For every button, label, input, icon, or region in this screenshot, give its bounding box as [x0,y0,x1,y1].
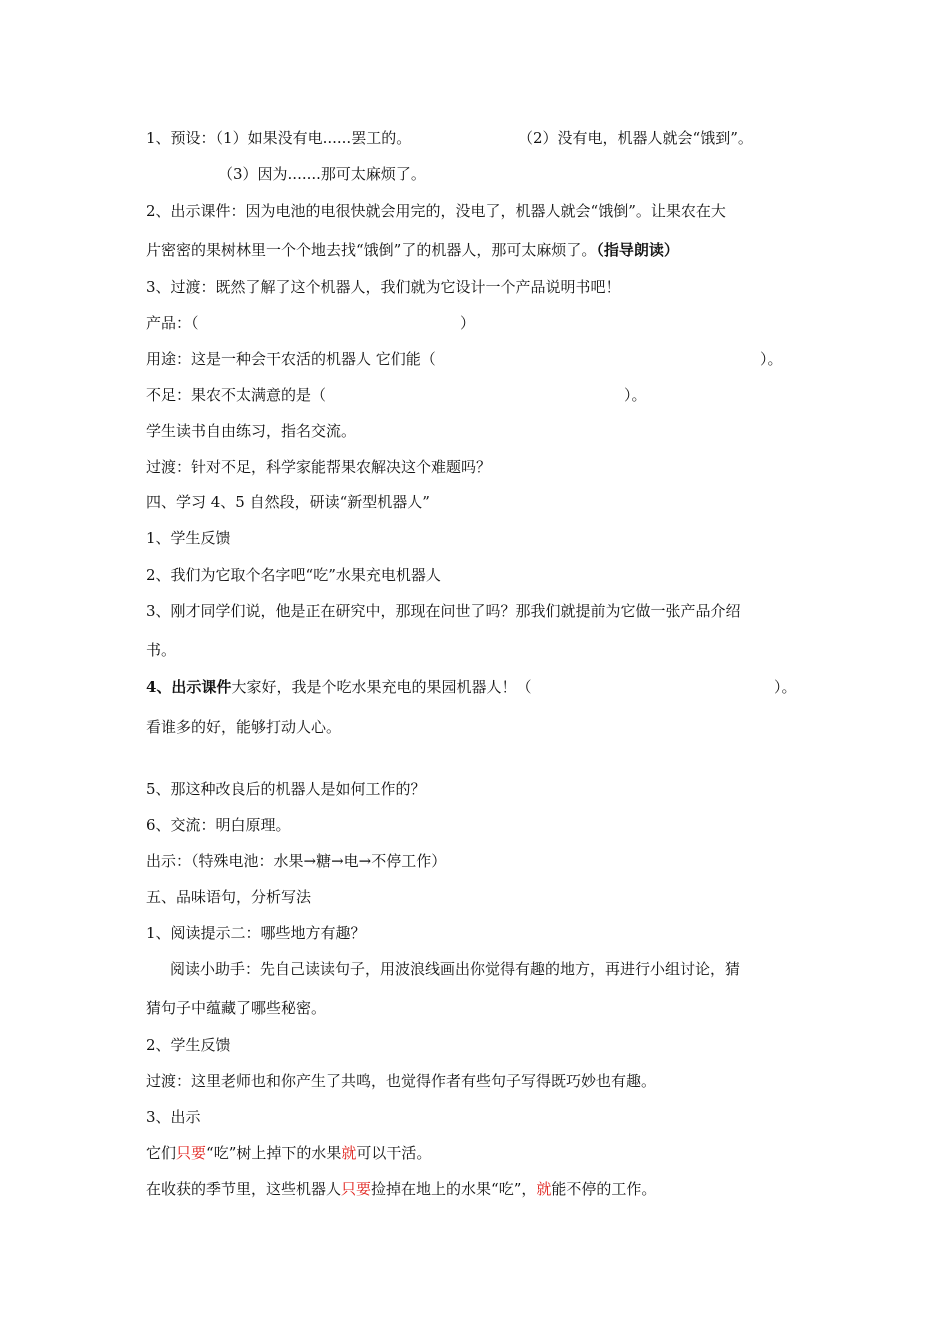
feedback-line-2: 2、学生反馈 [146,1036,231,1054]
usage-label: 用途：这是一种会干农活的机器人 它们能（ [146,350,436,368]
show-line: 3、出示 [146,1108,201,1126]
question-line: 5、那这种改良后的机器人是如何工作的？ [146,780,426,798]
naming-line: 2、我们为它取个名字吧“吃”水果充电机器人 [146,566,441,584]
section-four-heading: 四、学习 4、5 自然段，研读“新型机器人” [146,493,430,511]
preset-line [146,128,411,148]
keyword-then: 就 [341,1144,357,1162]
intro-line: 3、刚才同学们说，他是正在研究中，那现在问世了吗？那我们就提前为它做一张产品介绍 [146,602,741,620]
practice-line: 学生读书自由练习，指名交流。 [146,422,357,440]
preset-part-1: 1、预设：（1）如果没有电......罢工的。 [146,129,412,147]
sentence-1-part-a: 它们 [146,1144,177,1162]
courseware-line: 2、出示课件：因为电池的电很快就会用完的，没电了，机器人就会“饿倒”。让果农在大 [146,202,726,220]
shortcoming-label: 不足：果农不太满意的是（ [146,386,327,404]
transition-line-3: 过渡：这里老师也和你产生了共鸣，也觉得作者有些句子写得既巧妙也有趣。 [146,1072,657,1090]
transition-line: 3、过渡：既然了解了这个机器人，我们就为它设计一个产品说明书吧！ [146,278,621,296]
courseware-text: 片密密的果树林里一个个地去找“饿倒”了的机器人，那可太麻烦了。 [146,241,597,259]
preset-line-part-2 [518,128,753,148]
persuade-line: 看谁多的好，能够打动人心。 [146,718,342,736]
courseware-label: 4、出示课件 [146,678,232,696]
product-line [146,313,199,333]
product-label: 产品：（ [146,314,199,332]
section-five-heading: 五、品味语句，分析写法 [146,888,312,906]
keyword-only-if: 只要 [176,1144,207,1162]
shortcoming-line [146,385,326,405]
reading-helper-cont: 猜句子中蕴藏了哪些秘密。 [146,999,327,1017]
guide-reading-note: （指导朗读） [596,241,679,259]
feedback-line: 1、学生反馈 [146,529,231,547]
preset-line-3: （3）因为.......那可太麻烦了。 [218,165,426,183]
greeting-blank-end: ）。 [774,678,797,696]
sentence-2-part-e: 能不停的工作。 [551,1180,657,1198]
sentence-1-part-c: “吃”树上掉下的水果 [206,1144,342,1162]
reading-prompt-line: 1、阅读提示二：哪些地方有趣？ [146,924,366,942]
intro-line-cont: 书。 [146,641,177,659]
show-principle-line: 出示：（特殊电池：水果→糖→电→不停工作） [146,852,447,870]
reading-helper-line: 阅读小助手：先自己读读句子，用波浪线画出你觉得有趣的地方，再进行小组讨论，猜 [170,960,741,978]
example-sentence-1 [146,1143,431,1163]
shortcoming-blank-end: ）。 [624,386,647,404]
product-blank-end: ） [460,314,476,332]
principle-line: 6、交流：明白原理。 [146,816,291,834]
keyword-only-if-2: 只要 [341,1180,372,1198]
robot-greeting: 大家好，我是个吃水果充电的果园机器人！（ [231,678,532,696]
sentence-2-part-c: 捡掉在地上的水果“吃”， [371,1180,537,1198]
sentence-2-part-a: 在收获的季节里，这些机器人 [146,1180,342,1198]
example-sentence-2 [146,1179,656,1199]
keyword-then-2: 就 [536,1180,552,1198]
transition-line-2: 过渡：针对不足，科学家能帮果农解决这个难题吗？ [146,458,492,476]
preset-part-2: （2）没有电，机器人就会“饿到”。 [518,129,753,147]
usage-blank-end: ）。 [760,350,783,368]
sentence-1-part-e: 可以干活。 [356,1144,432,1162]
usage-line [146,349,436,369]
courseware-line-2 [146,677,531,697]
courseware-line-cont [146,240,679,260]
